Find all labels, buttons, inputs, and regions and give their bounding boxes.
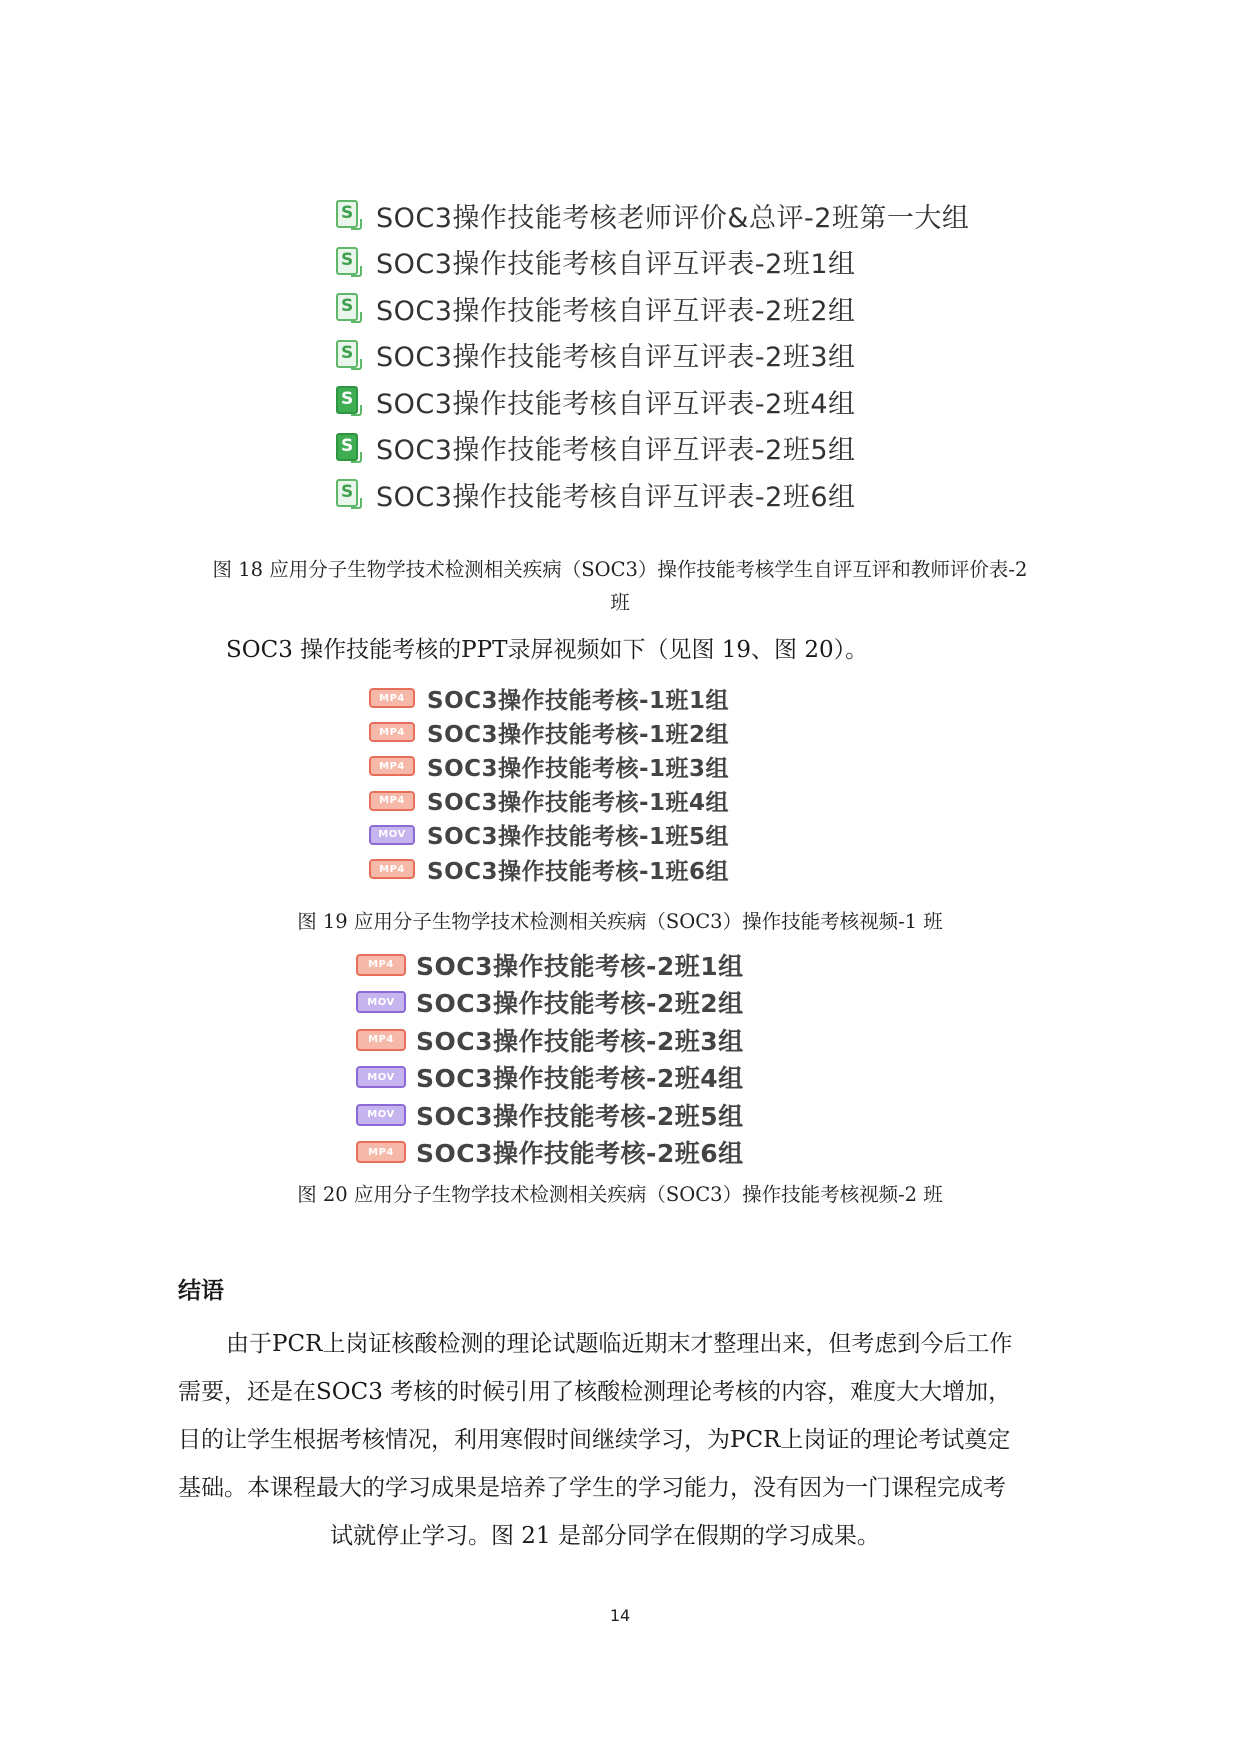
page-number: 14 bbox=[609, 1606, 631, 1625]
file-item[interactable] bbox=[356, 946, 744, 984]
intro-paragraph: SOC3 操作技能考核的PPT录屏视频如下（见图 19、图 20）。 bbox=[226, 637, 869, 663]
conclusion-line-4: 基础。本课程最大的学习成果是培养了学生的学习能力，没有因为一门课程完成考 bbox=[178, 1475, 1006, 1501]
figure-19-file-list bbox=[369, 681, 729, 886]
mp4-file-icon: MP4 bbox=[356, 1029, 406, 1051]
file-item[interactable] bbox=[369, 784, 729, 818]
spreadsheet-icon: S bbox=[334, 199, 362, 231]
mp4-file-icon: MP4 bbox=[369, 756, 415, 776]
spreadsheet-icon: S bbox=[334, 339, 362, 371]
file-item[interactable] bbox=[369, 715, 729, 749]
file-name: SOC3操作技能考核-1班2组 bbox=[427, 721, 730, 748]
figure-20-caption: 图 20 应用分子生物学技术检测相关疾病（SOC3）操作技能考核视频-2 班 bbox=[297, 1183, 943, 1206]
file-item[interactable] bbox=[334, 192, 969, 239]
mp4-file-icon: MP4 bbox=[369, 791, 415, 811]
file-item[interactable] bbox=[334, 471, 969, 518]
conclusion-line-2: 需要，还是在SOC3 考核的时候引用了核酸检测理论考核的内容，难度大大增加， bbox=[178, 1379, 1012, 1405]
spreadsheet-icon: S bbox=[334, 246, 362, 278]
figure-18-caption-line2: 班 bbox=[610, 591, 630, 614]
file-name: SOC3操作技能考核-1班4组 bbox=[427, 790, 730, 817]
conclusion-line-5: 试就停止学习。图 21 是部分同学在假期的学习成果。 bbox=[330, 1523, 880, 1549]
mov-file-icon: MOV bbox=[356, 1066, 406, 1088]
file-name: SOC3操作技能考核-2班3组 bbox=[416, 1026, 744, 1056]
file-name: SOC3操作技能考核自评互评表-2班1组 bbox=[376, 249, 856, 281]
mov-file-icon: MOV bbox=[356, 991, 406, 1013]
file-item[interactable] bbox=[369, 681, 729, 715]
file-name: SOC3操作技能考核自评互评表-2班3组 bbox=[376, 342, 856, 374]
mp4-file-icon: MP4 bbox=[369, 722, 415, 742]
figure-18-caption-line1: 图 18 应用分子生物学技术检测相关疾病（SOC3）操作技能考核学生自评互评和教师评价表-2 bbox=[212, 558, 1028, 581]
file-name: SOC3操作技能考核自评互评表-2班6组 bbox=[376, 481, 856, 513]
conclusion-line-1: 由于PCR上岗证核酸检测的理论试题临近期末才整理出来，但考虑到今后工作 bbox=[226, 1331, 1013, 1357]
mov-file-icon: MOV bbox=[369, 825, 415, 845]
file-name: SOC3操作技能考核-2班6组 bbox=[416, 1139, 744, 1169]
file-name: SOC3操作技能考核自评互评表-2班4组 bbox=[376, 388, 856, 420]
file-item[interactable] bbox=[369, 749, 729, 783]
file-item[interactable] bbox=[334, 425, 969, 472]
spreadsheet-icon: S bbox=[334, 478, 362, 510]
file-item[interactable] bbox=[356, 1059, 744, 1097]
mp4-file-icon: MP4 bbox=[356, 954, 406, 976]
file-name: SOC3操作技能考核-2班4组 bbox=[416, 1064, 744, 1094]
mp4-file-icon: MP4 bbox=[369, 859, 415, 879]
file-item[interactable] bbox=[369, 852, 729, 886]
mp4-file-icon: MP4 bbox=[356, 1141, 406, 1163]
figure-19-caption: 图 19 应用分子生物学技术检测相关疾病（SOC3）操作技能考核视频-1 班 bbox=[297, 910, 943, 933]
mov-file-icon: MOV bbox=[356, 1104, 406, 1126]
file-item[interactable] bbox=[356, 1021, 744, 1059]
spreadsheet-icon: S bbox=[334, 385, 362, 417]
file-name: SOC3操作技能考核-2班5组 bbox=[416, 1101, 744, 1131]
file-name: SOC3操作技能考核老师评价&总评-2班第一大组 bbox=[376, 202, 970, 234]
conclusion-line-3: 目的让学生根据考核情况，利用寒假时间继续学习，为PCR上岗证的理论考试奠定 bbox=[178, 1427, 1011, 1453]
file-name: SOC3操作技能考核-1班3组 bbox=[427, 755, 730, 782]
file-item[interactable] bbox=[356, 984, 744, 1022]
mp4-file-icon: MP4 bbox=[369, 688, 415, 708]
file-item[interactable] bbox=[369, 818, 729, 852]
file-name: SOC3操作技能考核自评互评表-2班5组 bbox=[376, 435, 856, 467]
conclusion-heading: 结语 bbox=[178, 1278, 224, 1304]
file-name: SOC3操作技能考核自评互评表-2班2组 bbox=[376, 295, 856, 327]
spreadsheet-icon: S bbox=[334, 432, 362, 464]
figure-20-file-list bbox=[356, 946, 744, 1171]
spreadsheet-icon: S bbox=[334, 292, 362, 324]
file-item[interactable] bbox=[334, 239, 969, 286]
figure-18-file-list bbox=[334, 192, 969, 518]
file-item[interactable] bbox=[356, 1096, 744, 1134]
figure-18-caption bbox=[170, 553, 1070, 619]
file-name: SOC3操作技能考核-1班6组 bbox=[427, 858, 730, 885]
file-item[interactable] bbox=[334, 378, 969, 425]
file-item[interactable] bbox=[356, 1134, 744, 1172]
file-name: SOC3操作技能考核-1班5组 bbox=[427, 824, 730, 851]
file-name: SOC3操作技能考核-2班2组 bbox=[416, 989, 744, 1019]
file-item[interactable] bbox=[334, 285, 969, 332]
file-name: SOC3操作技能考核-1班1组 bbox=[427, 687, 730, 714]
file-item[interactable] bbox=[334, 332, 969, 379]
file-name: SOC3操作技能考核-2班1组 bbox=[416, 951, 744, 981]
